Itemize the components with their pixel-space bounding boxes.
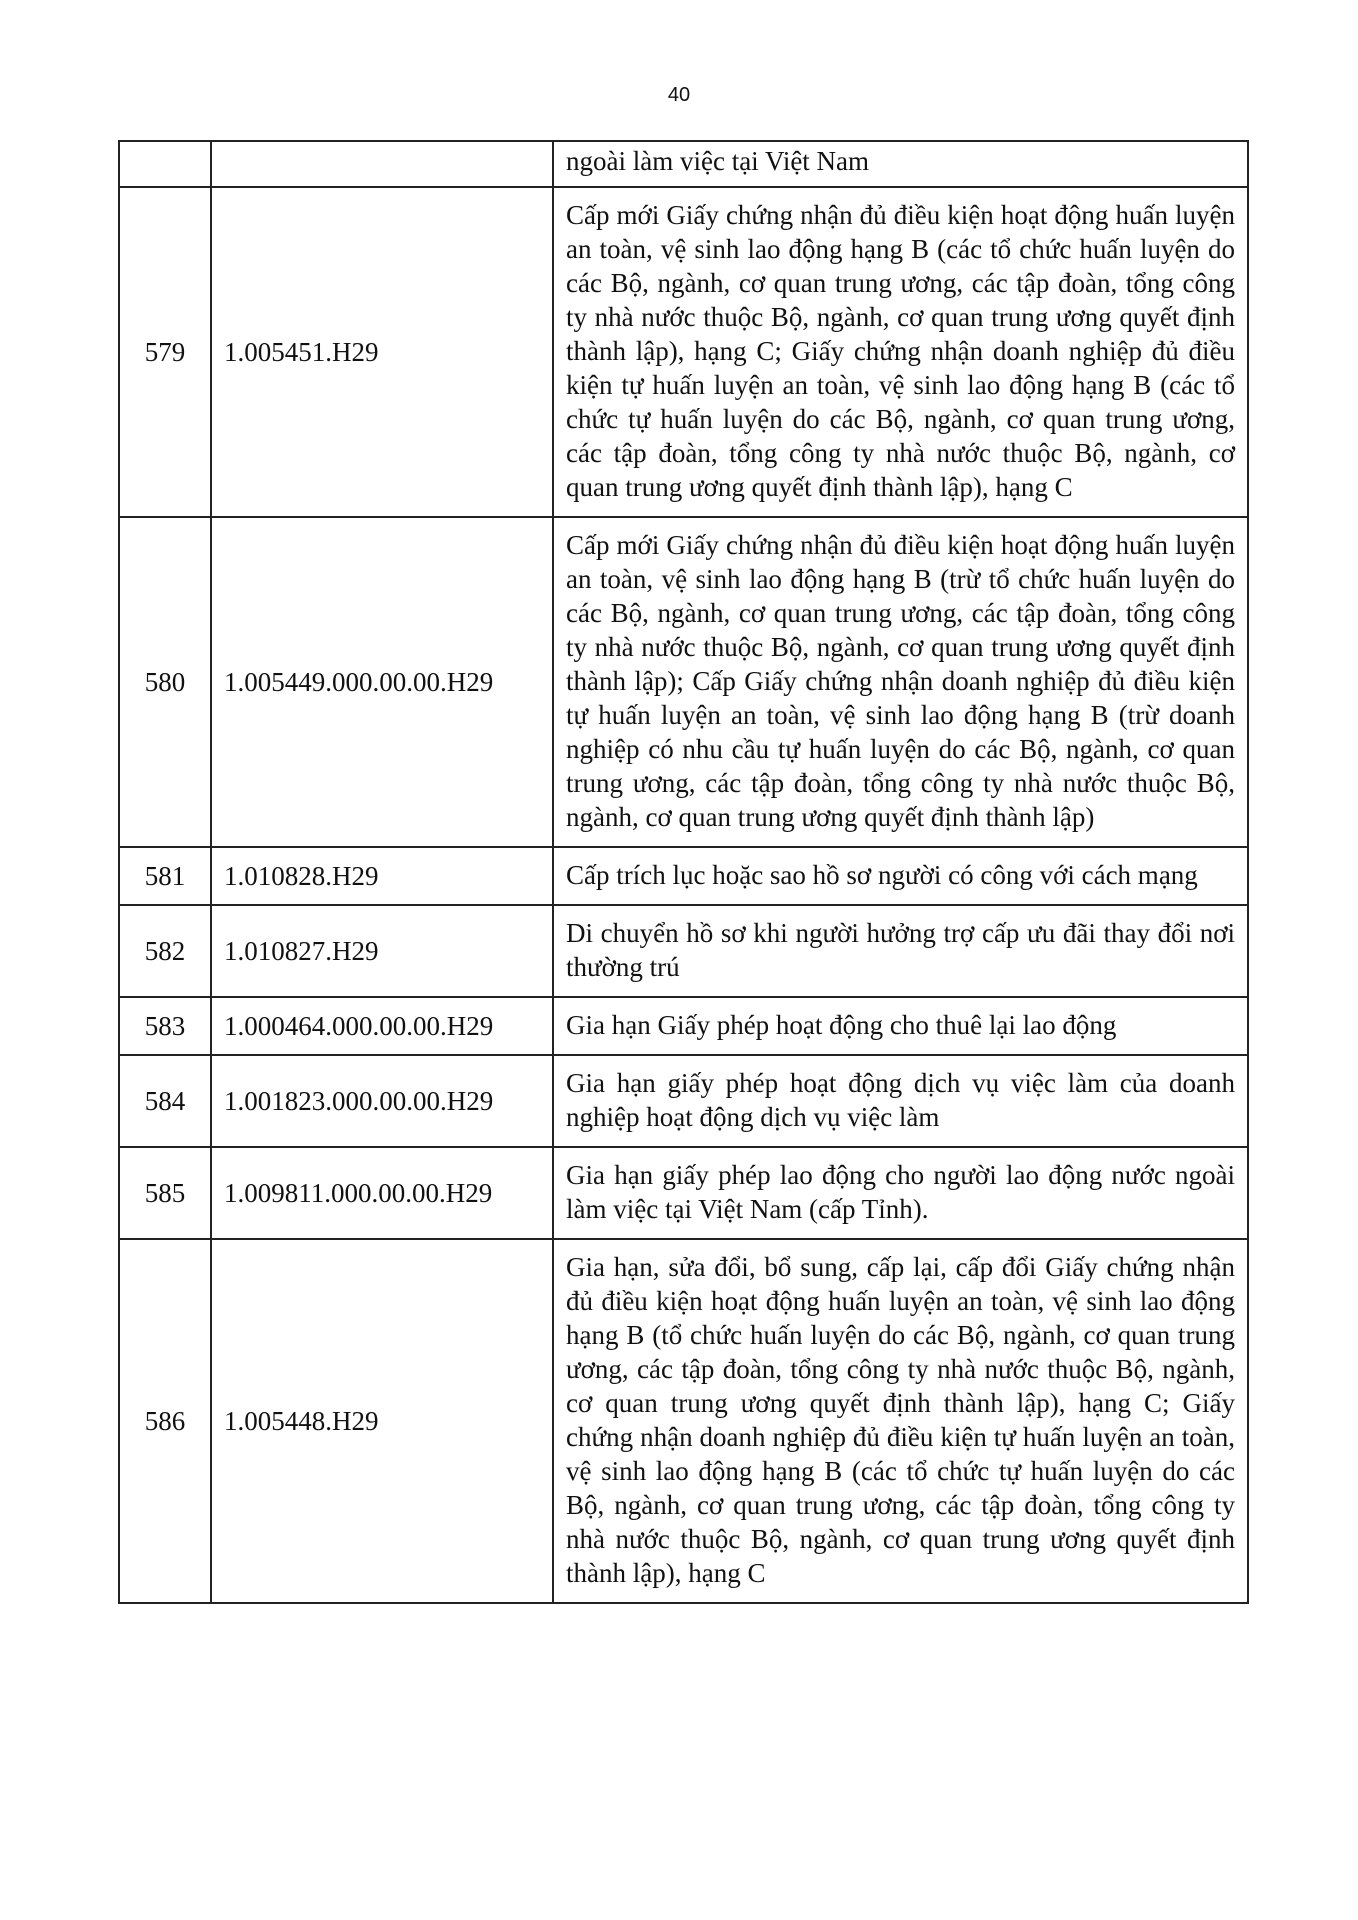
procedure-code-cell: 1.010828.H29 — [211, 847, 553, 905]
table-row — [119, 905, 1248, 997]
procedure-name-cell: Cấp mới Giấy chứng nhận đủ điều kiện hoạt động huấn luyện an toàn, vệ sinh lao động hạng B (các tổ chức huấn luyện do các Bộ, ngành, cơ quan trung ương, các tập đoàn, tổng công ty nhà nước thuộc Bộ, ngành, cơ quan trung ương quyết định thành lập), hạng C; Giấy chứng nhận doanh nghiệp đủ điều kiện tự huấn luyện an toàn, vệ sinh lao động hạng B (các tổ chức tự huấn luyện do các Bộ, ngành, cơ quan trung ương, các tập đoàn, tổng công ty nhà nước thuộc Bộ, ngành, cơ quan trung ương quyết định thành lập), hạng C — [553, 187, 1248, 517]
row-number-cell: 585 — [119, 1147, 211, 1239]
table-row-continuation — [119, 141, 1248, 187]
procedure-name-cell: ngoài làm việc tại Việt Nam — [553, 141, 1248, 187]
procedure-name-cell: Gia hạn, sửa đổi, bổ sung, cấp lại, cấp đổi Giấy chứng nhận đủ điều kiện hoạt động huấn luyện an toàn, vệ sinh lao động hạng B (tổ chức huấn luyện do các Bộ, ngành, cơ quan trung ương, các tập đoàn, tổng công ty nhà nước thuộc Bộ, ngành, cơ quan trung ương quyết định thành lập), hạng C; Giấy chứng nhận doanh nghiệp đủ điều kiện tự huấn luyện an toàn, vệ sinh lao động hạng B (các tổ chức tự huấn luyện do các Bộ, ngành, cơ quan trung ương, các tập đoàn, tổng công ty nhà nước thuộc Bộ, ngành, cơ quan trung ương quyết định thành lập), hạng C — [553, 1239, 1248, 1603]
procedure-code-cell: 1.000464.000.00.00.H29 — [211, 997, 553, 1055]
row-number-cell: 586 — [119, 1239, 211, 1603]
procedure-name-cell: Gia hạn giấy phép hoạt động dịch vụ việc làm của doanh nghiệp hoạt động dịch vụ việc làm — [553, 1055, 1248, 1147]
procedure-name-cell: Di chuyển hồ sơ khi người hưởng trợ cấp ưu đãi thay đổi nơi thường trú — [553, 905, 1248, 997]
procedure-name-cell: Cấp mới Giấy chứng nhận đủ điều kiện hoạt động huấn luyện an toàn, vệ sinh lao động hạng B (trừ tổ chức huấn luyện do các Bộ, ngành, cơ quan trung ương, các tập đoàn, tổng công ty nhà nước thuộc Bộ, ngành, cơ quan trung ương quyết định thành lập); Cấp Giấy chứng nhận doanh nghiệp đủ điều kiện tự huấn luyện an toàn, vệ sinh lao động hạng B (trừ doanh nghiệp có nhu cầu tự huấn luyện do các Bộ, ngành, cơ quan trung ương, các tập đoàn, tổng công ty nhà nước thuộc Bộ, ngành, cơ quan trung ương quyết định thành lập) — [553, 517, 1248, 847]
table-row — [119, 517, 1248, 847]
table-row — [119, 1239, 1248, 1603]
row-number-cell: 579 — [119, 187, 211, 517]
procedure-code-cell: 1.001823.000.00.00.H29 — [211, 1055, 553, 1147]
procedures-table — [118, 140, 1249, 1604]
table-row — [119, 997, 1248, 1055]
procedure-name-cell: Gia hạn Giấy phép hoạt động cho thuê lại lao động — [553, 997, 1248, 1055]
row-number-cell: 580 — [119, 517, 211, 847]
procedure-code-cell — [211, 141, 553, 187]
procedure-code-cell: 1.005451.H29 — [211, 187, 553, 517]
procedure-code-cell: 1.005449.000.00.00.H29 — [211, 517, 553, 847]
procedure-code-cell: 1.010827.H29 — [211, 905, 553, 997]
page-number: 40 — [667, 84, 691, 106]
table-row — [119, 1147, 1248, 1239]
procedure-name-cell: Cấp trích lục hoặc sao hồ sơ người có công với cách mạng — [553, 847, 1248, 905]
row-number-cell: 584 — [119, 1055, 211, 1147]
row-number-cell: 582 — [119, 905, 211, 997]
row-number-cell: 581 — [119, 847, 211, 905]
table-row — [119, 1055, 1248, 1147]
table-row — [119, 847, 1248, 905]
row-number-cell — [119, 141, 211, 187]
procedure-code-cell: 1.005448.H29 — [211, 1239, 553, 1603]
row-number-cell: 583 — [119, 997, 211, 1055]
procedure-name-cell: Gia hạn giấy phép lao động cho người lao động nước ngoài làm việc tại Việt Nam (cấp Tỉnh). — [553, 1147, 1248, 1239]
table-row — [119, 187, 1248, 517]
procedure-code-cell: 1.009811.000.00.00.H29 — [211, 1147, 553, 1239]
